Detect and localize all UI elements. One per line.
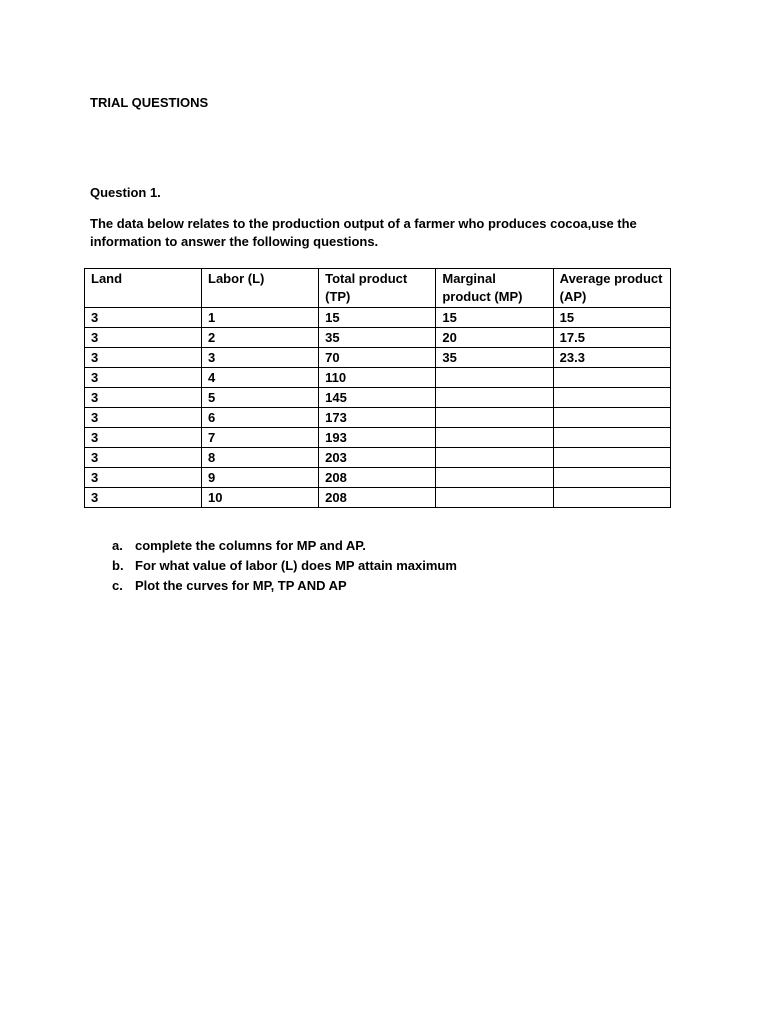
cell-marginal-product xyxy=(436,388,553,408)
cell-average-product xyxy=(553,408,670,428)
table-header-row xyxy=(85,269,671,308)
table-row xyxy=(85,488,671,508)
cell-marginal-product xyxy=(436,408,553,428)
table-row xyxy=(85,468,671,488)
list-item-text: For what value of labor (L) does MP attain maximum xyxy=(135,558,457,573)
cell-total-product: 15 xyxy=(319,308,436,328)
header-total-product: Total product (TP) xyxy=(319,269,436,308)
cell-land: 3 xyxy=(85,408,202,428)
cell-labor: 2 xyxy=(202,328,319,348)
list-item xyxy=(112,536,457,556)
cell-land: 3 xyxy=(85,428,202,448)
cell-labor: 6 xyxy=(202,408,319,428)
question-heading: Question 1. xyxy=(90,185,161,200)
cell-total-product: 173 xyxy=(319,408,436,428)
cell-average-product: 17.5 xyxy=(553,328,670,348)
list-item-text: Plot the curves for MP, TP AND AP xyxy=(135,578,347,593)
cell-land: 3 xyxy=(85,488,202,508)
list-item xyxy=(112,576,457,596)
cell-labor: 1 xyxy=(202,308,319,328)
cell-labor: 9 xyxy=(202,468,319,488)
list-item-marker: c. xyxy=(112,578,123,593)
table-row xyxy=(85,388,671,408)
cell-total-product: 208 xyxy=(319,468,436,488)
table-body xyxy=(85,308,671,508)
cell-labor: 8 xyxy=(202,448,319,468)
question-intro: The data below relates to the production output of a farmer who produces cocoa,use the information to answer the following questions. xyxy=(90,216,637,249)
cell-marginal-product xyxy=(436,468,553,488)
header-average-product: Average product (AP) xyxy=(553,269,670,308)
task-list xyxy=(112,536,457,596)
cell-average-product xyxy=(553,428,670,448)
list-item xyxy=(112,556,457,576)
cell-average-product: 23.3 xyxy=(553,348,670,368)
table-header xyxy=(85,269,671,308)
list-item-text: complete the columns for MP and AP. xyxy=(135,538,366,553)
cell-labor: 5 xyxy=(202,388,319,408)
cell-marginal-product: 35 xyxy=(436,348,553,368)
table-row xyxy=(85,348,671,368)
cell-land: 3 xyxy=(85,368,202,388)
cell-average-product xyxy=(553,468,670,488)
page-title: TRIAL QUESTIONS xyxy=(90,95,209,110)
cell-labor: 10 xyxy=(202,488,319,508)
header-land: Land xyxy=(85,269,202,308)
cell-average-product: 15 xyxy=(553,308,670,328)
cell-land: 3 xyxy=(85,308,202,328)
cell-average-product xyxy=(553,388,670,408)
table-row xyxy=(85,368,671,388)
cell-total-product: 208 xyxy=(319,488,436,508)
cell-land: 3 xyxy=(85,348,202,368)
table-row xyxy=(85,408,671,428)
cell-land: 3 xyxy=(85,468,202,488)
cell-average-product xyxy=(553,448,670,468)
header-labor: Labor (L) xyxy=(202,269,319,308)
cell-marginal-product xyxy=(436,428,553,448)
cell-marginal-product xyxy=(436,368,553,388)
cell-total-product: 35 xyxy=(319,328,436,348)
cell-marginal-product: 15 xyxy=(436,308,553,328)
cell-labor: 3 xyxy=(202,348,319,368)
cell-marginal-product: 20 xyxy=(436,328,553,348)
header-marginal-product: Marginal product (MP) xyxy=(436,269,553,308)
cell-land: 3 xyxy=(85,448,202,468)
table-row xyxy=(85,328,671,348)
cell-total-product: 70 xyxy=(319,348,436,368)
production-table xyxy=(84,268,671,508)
cell-marginal-product xyxy=(436,488,553,508)
cell-total-product: 110 xyxy=(319,368,436,388)
table-row xyxy=(85,448,671,468)
table-row xyxy=(85,428,671,448)
cell-land: 3 xyxy=(85,388,202,408)
cell-total-product: 193 xyxy=(319,428,436,448)
cell-average-product xyxy=(553,368,670,388)
cell-marginal-product xyxy=(436,448,553,468)
cell-labor: 7 xyxy=(202,428,319,448)
list-item-marker: a. xyxy=(112,538,123,553)
list-item-marker: b. xyxy=(112,558,124,573)
cell-total-product: 203 xyxy=(319,448,436,468)
cell-land: 3 xyxy=(85,328,202,348)
table-row xyxy=(85,308,671,328)
cell-total-product: 145 xyxy=(319,388,436,408)
cell-average-product xyxy=(553,488,670,508)
cell-labor: 4 xyxy=(202,368,319,388)
